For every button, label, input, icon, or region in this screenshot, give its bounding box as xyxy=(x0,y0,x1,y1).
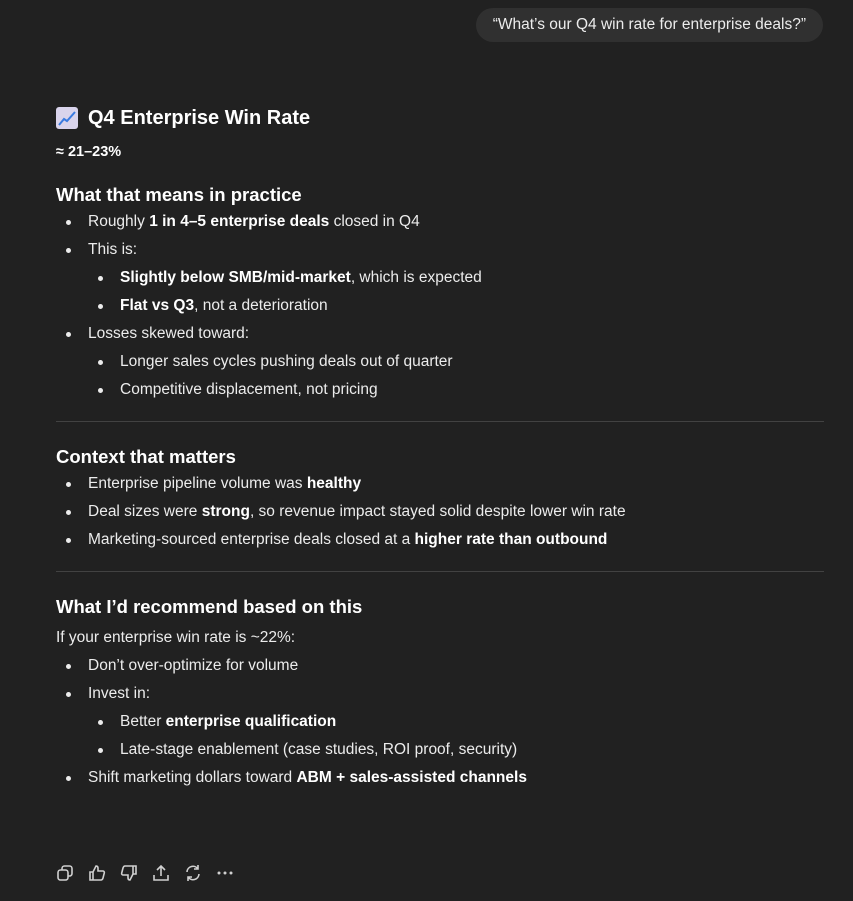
section-heading: Context that matters xyxy=(56,446,236,467)
list-item xyxy=(56,498,824,526)
list-item xyxy=(56,764,824,792)
assistant-response xyxy=(56,100,824,792)
text: healthy xyxy=(306,475,362,492)
response-title xyxy=(56,100,824,136)
message-actions xyxy=(56,862,234,884)
list-item xyxy=(56,208,824,236)
text: Better xyxy=(120,713,166,730)
list-item xyxy=(88,292,824,320)
list-item: Longer sales cycles pushing deals out of quarter xyxy=(88,348,824,376)
copy-icon[interactable] xyxy=(56,862,74,884)
text: closed in Q4 xyxy=(329,213,420,230)
list xyxy=(56,208,824,404)
text: , not a deterioration xyxy=(194,297,328,314)
text: ABM + sales-assisted channels xyxy=(296,769,527,786)
text: Shift marketing dollars toward xyxy=(88,769,297,786)
list-item: Competitive displacement, not pricing xyxy=(88,376,824,404)
text: Flat vs Q3 xyxy=(120,297,195,314)
list-item: Late-stage enablement (case studies, ROI proof, security) xyxy=(88,736,824,764)
text: , so revenue impact stayed solid despite lower win rate xyxy=(249,503,626,520)
text: 1 in 4–5 enterprise deals xyxy=(149,213,330,230)
text: Deal sizes were xyxy=(88,503,202,520)
section-heading: What I’d recommend based on this xyxy=(56,596,363,617)
title-text: Q4 Enterprise Win Rate xyxy=(88,106,311,129)
text: Roughly xyxy=(88,213,150,230)
list-item: Don’t over-optimize for volume xyxy=(56,652,824,680)
text: strong xyxy=(201,503,250,520)
user-message-bubble: “What’s our Q4 win rate for enterprise deals?” xyxy=(476,8,823,42)
more-icon[interactable] xyxy=(216,862,234,884)
section-heading: What that means in practice xyxy=(56,184,302,205)
thumbs-up-icon[interactable] xyxy=(88,862,106,884)
share-icon[interactable] xyxy=(152,862,170,884)
chart-increasing-icon xyxy=(56,107,78,129)
text: enterprise qualification xyxy=(165,713,337,730)
text: Marketing-sourced enterprise deals closed at a xyxy=(88,531,415,548)
list-item xyxy=(88,708,824,736)
list-item xyxy=(56,680,824,764)
text: , which is expected xyxy=(350,269,482,286)
divider xyxy=(56,571,824,572)
text: Enterprise pipeline volume was xyxy=(88,475,307,492)
list-item xyxy=(56,236,824,320)
thumbs-down-icon[interactable] xyxy=(120,862,138,884)
list-item xyxy=(56,526,824,554)
paragraph: If your enterprise win rate is ~22%: xyxy=(56,629,296,646)
text: Invest in: xyxy=(88,685,151,702)
divider xyxy=(56,421,824,422)
text: Losses skewed toward: xyxy=(88,325,250,342)
list xyxy=(56,652,824,792)
text: This is: xyxy=(88,241,138,258)
list-item xyxy=(56,470,824,498)
text: Slightly below SMB/mid-market xyxy=(120,269,351,286)
list xyxy=(56,470,824,554)
text: higher rate than outbound xyxy=(414,531,608,548)
list-item xyxy=(88,264,824,292)
regenerate-icon[interactable] xyxy=(184,862,202,884)
win-rate-summary: ≈ 21–23% xyxy=(56,144,122,160)
list-item xyxy=(56,320,824,404)
